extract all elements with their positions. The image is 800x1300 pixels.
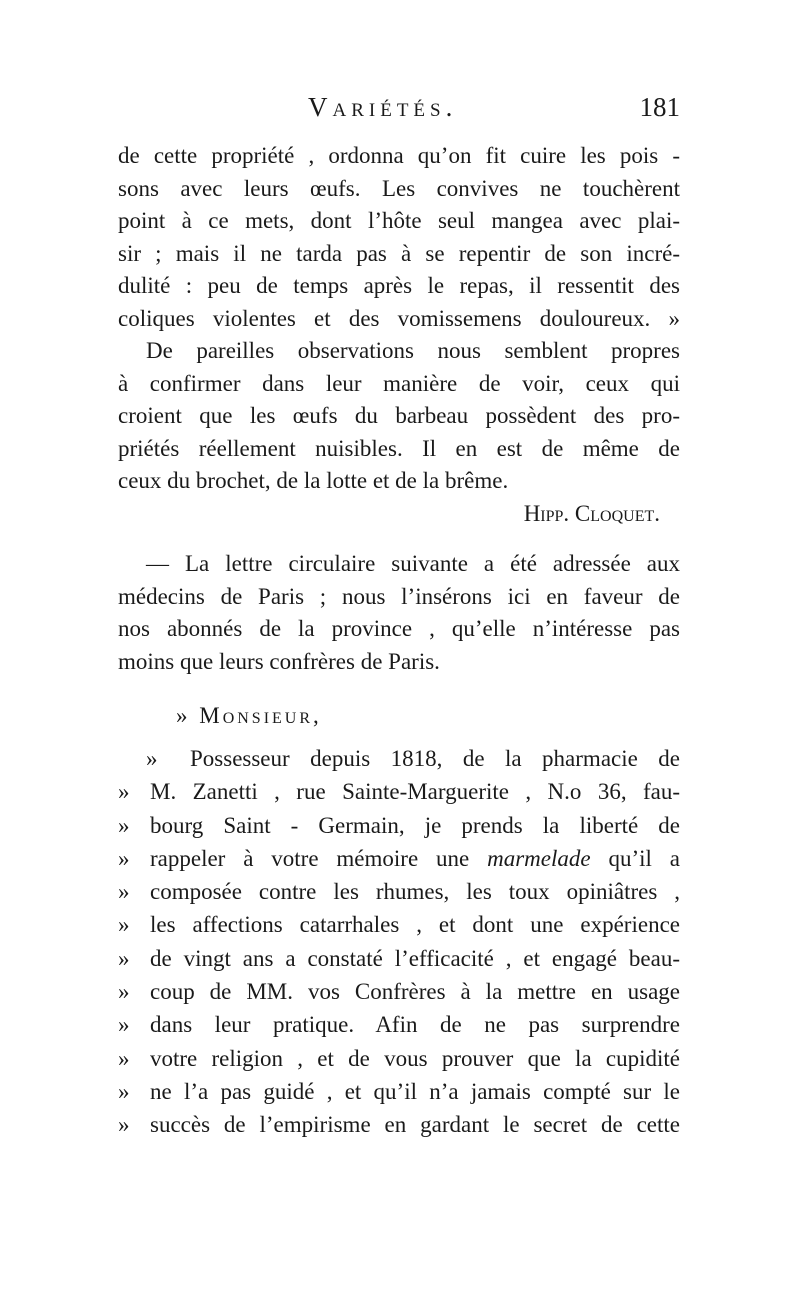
text-line: De pareilles observations nous semblent propres <box>146 338 680 363</box>
letter-line: » dans leur pratique. Afin de ne pas surprendre <box>118 1008 680 1041</box>
letter-line: » Possesseur depuis 1818, de la pharmacie de <box>118 742 680 775</box>
marmelade-emphasis: marmelade <box>487 845 591 871</box>
text-line: nos abonnés de la province , qu’elle n’intéresse pas <box>118 616 680 641</box>
paragraph-circular-letter-intro <box>118 548 680 678</box>
text-line: croient que les œufs du barbeau possèdent des pro- <box>118 403 680 428</box>
letter-line: » rappeler à votre mémoire une marmelade qu’il a <box>118 842 680 875</box>
quote-mark: » <box>118 845 130 871</box>
text-line: sons avec leurs œufs. Les convives ne touchèrent <box>118 175 680 201</box>
letter-line: » les affections catarrhales , et dont une expérience <box>118 908 680 941</box>
text-line: point à ce mets, dont l’hôte seul mangea avec plai- <box>118 208 680 233</box>
paragraph-observations <box>118 335 680 530</box>
text-line: à confirmer dans leur manière de voir, ceux qui <box>118 370 680 396</box>
letter-line: » coup de MM. vos Confrères à la mettre en usage <box>118 975 680 1008</box>
quote-mark: » <box>118 1112 130 1138</box>
text-line: moins que leurs confrères de Paris. <box>118 648 440 674</box>
paragraph-continuation <box>118 140 680 335</box>
letter-line: » composée contre les rhumes, les toux opiniâtres , <box>118 875 680 908</box>
section-gap <box>118 678 680 696</box>
text-line: dulité : peu de temps après le repas, il ressentit des <box>118 273 680 298</box>
quote-mark: » <box>118 1078 130 1104</box>
author-signature: Hipp. Cloquet. <box>523 500 660 526</box>
text-line: priétés réellement nuisibles. Il en est de même de <box>118 435 680 461</box>
letter <box>118 696 680 1142</box>
quote-mark: » <box>118 1012 130 1038</box>
text-line: — La lettre circulaire suivante a été adressée aux <box>146 551 680 576</box>
quote-mark: » <box>146 746 158 771</box>
text-line: de cette propriété , ordonna qu’on fit cuire les pois - <box>118 143 680 168</box>
quote-mark: » <box>118 912 130 938</box>
letter-line: » M. Zanetti , rue Sainte-Marguerite , N.o 36, fau- <box>118 775 680 808</box>
letter-line: » de vingt ans a constaté l’efficacité , et engagé beau- <box>118 942 680 975</box>
quote-mark: » <box>118 1045 130 1071</box>
page-header <box>118 92 680 132</box>
letter-line: » votre religion , et de vous prouver que la cupidité <box>118 1042 680 1075</box>
quote-mark: » <box>118 979 130 1005</box>
section-gap <box>118 530 680 548</box>
text-line: sir ; mais il ne tarda pas à se repentir de son incré- <box>118 240 680 266</box>
quote-mark: » <box>118 945 130 971</box>
body-text <box>118 140 680 1142</box>
letter-line: » succès de l’empirisme en gardant le secret de cette <box>118 1108 680 1141</box>
letter-line: » bourg Saint - Germain, je prends la liberté de <box>118 809 680 842</box>
running-title: Variétés. <box>308 92 458 122</box>
letter-salutation: » Monsieur, <box>176 703 322 728</box>
letter-line: » ne l’a pas guidé , et qu’il n’a jamais compté sur le <box>118 1075 680 1108</box>
quote-mark: » <box>118 812 130 838</box>
text-line: coliques violentes et des vomissemens douloureux. » <box>118 305 680 331</box>
quote-mark: » <box>118 779 130 805</box>
text-line: médecins de Paris ; nous l’insérons ici en faveur de <box>118 583 680 609</box>
quote-mark: » <box>118 879 130 905</box>
text-line: ceux du brochet, de la lotte et de la brême. <box>118 468 509 493</box>
page-number: 181 <box>639 92 680 122</box>
